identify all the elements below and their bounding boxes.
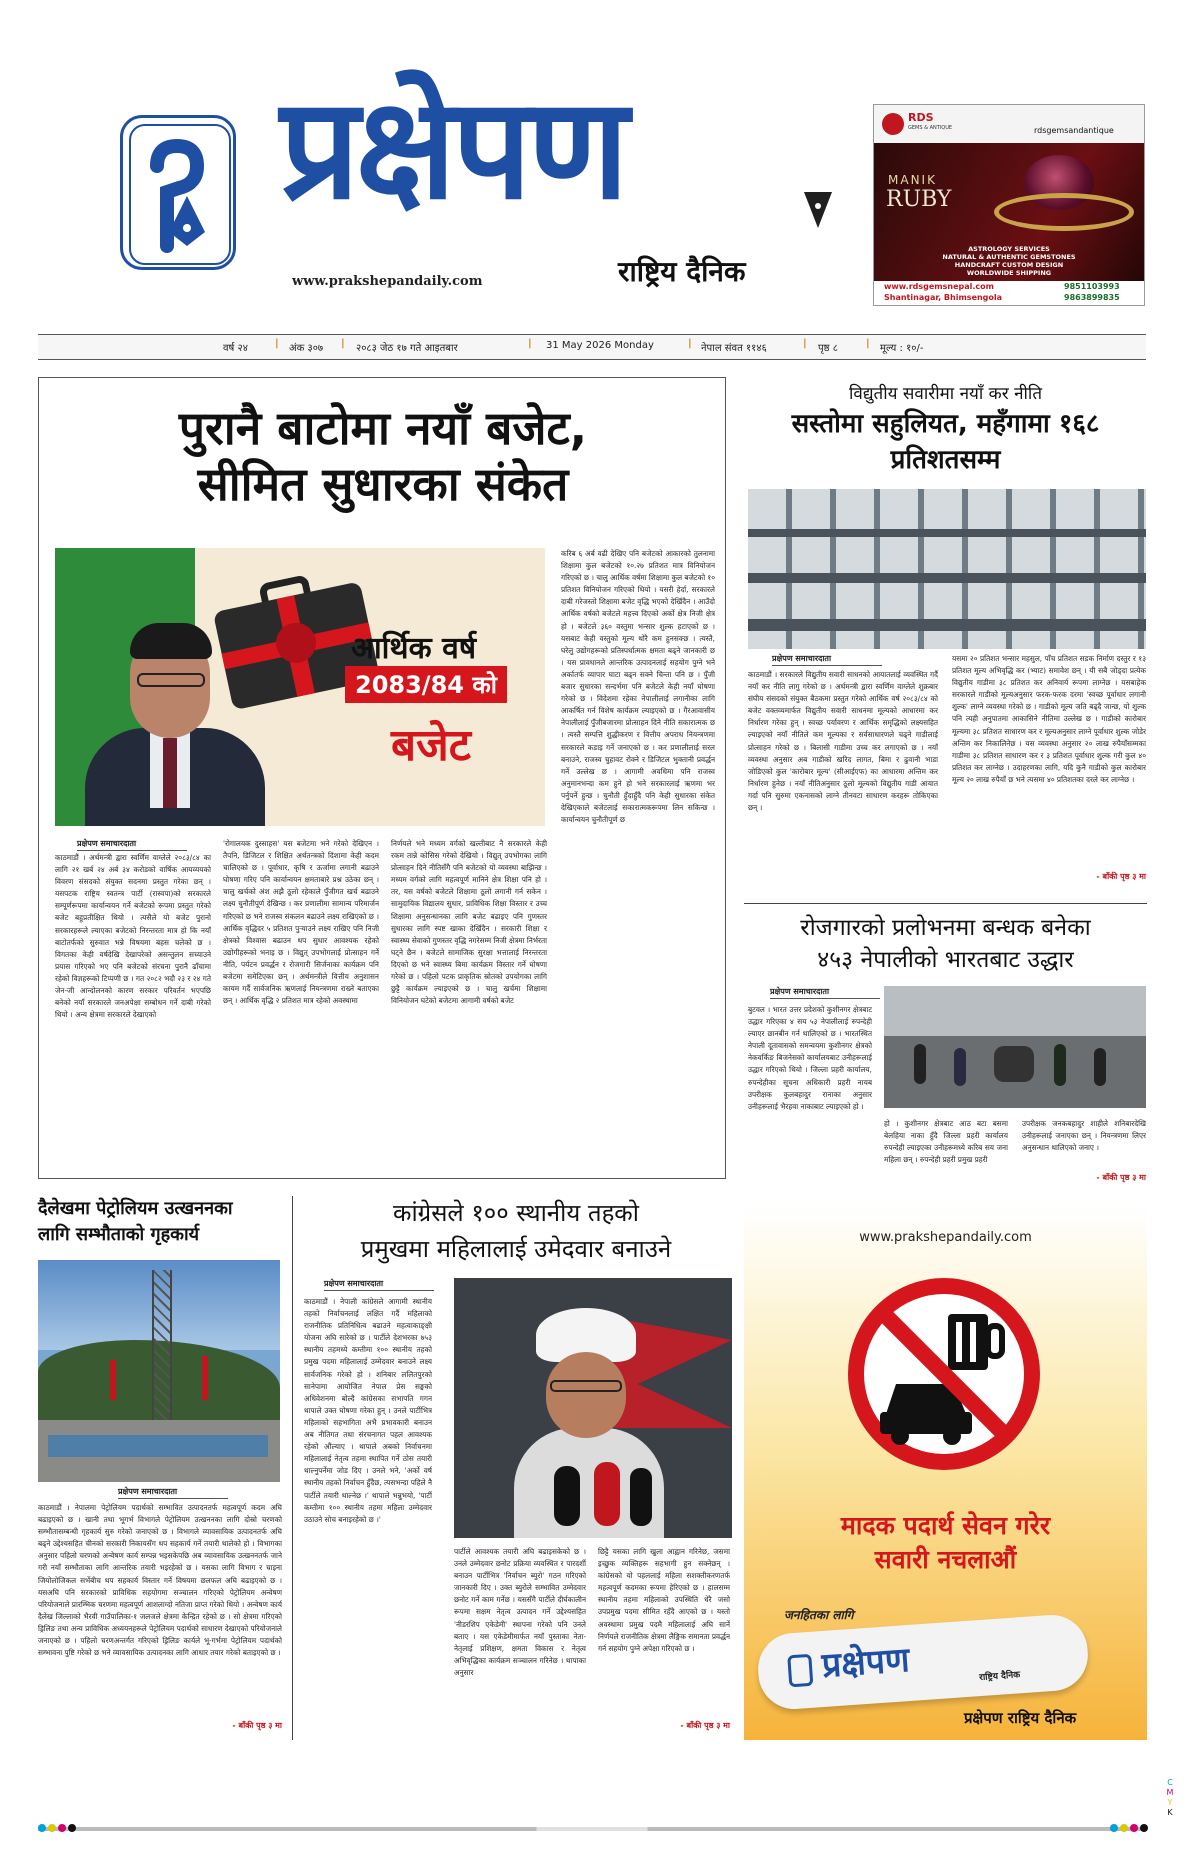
ev-headline-line2: प्रतिशतसम्म	[890, 445, 1001, 475]
registration-dots-right	[1110, 1824, 1150, 1834]
petroleum-body: काठमाडौं । नेपालमा पेट्रोलियम पदार्थको सम्भावित उत्पादनतर्फ महत्वपूर्ण कदम अघि बढाइएको छ । खानी तथा भूगर्भ विभागले पेट्रोलियम उत्खननका लागि दोस्रो चरणको सम्भौतासम्बन्धी गृहकार्य सुरु गरेको जनाएको छ । विभागले व्यावसायिक उत्पादनतर्फ अघि बढ्ने उद्देश्यसहित चीनको सरकारी निकायसँग थप सहकार्य गर्ने तयारी थालेको हो । विभागका अनुसार पहिलो चरणको अन्वेषण कार्य सम्पन्न भइसकेपछि अब व्यावसायिक उत्खननतर्फ जाने गरी नयाँ सम्भौताका लागि आन्तरिक तयारी भइरहेको छ । यसका लागि विभाग र चाइना जियोलोजिकल सर्भेबीच थप सहकार्य विस्तार गर्ने विषयमा छलफल अघि बढाइएको छ । यसअघि पनि सरकारको प्राविधिक सहयोगमा सञ्चालन गरिएको पेट्रोलियम अन्वेषण परियोजनाले प्रारम्भिक चरणमा महत्वपूर्ण आशलाग्दो नतिजा प्राप्त गरेको थियो । अन्वेषण कार्य दैलेख जिल्लाको भैरवी गाउँपालिका-१ जलजले क्षेत्रमा केन्द्रित रहेको छ । सो क्षेत्रमा गरिएको ड्रिलिङ तथा अन्य प्राविधिक अध्ययनहरूले पेट्रोलियम पदार्थको साधारण देखाएको परियोजनाले जनाएको छ । पहिलो चरणअन्तर्गत गरिएको ड्रिलिङ कार्यले भू-गर्भमा पेट्रोलियम पदार्थको सम्भावना पुष्टि गरेको छ भने व्यावसायिक उत्पादनका लागि आधार तयार गरेको बताइएको छ ।	[38, 1503, 282, 1658]
dateline-price: मूल्य : १०/-	[880, 343, 924, 354]
rescue-headline-line2: ४५३ नेपालीको भारतबाट उद्धार	[817, 947, 1074, 973]
psa-tagline: जनहितका लागि	[784, 1608, 854, 1622]
budget-graphic-line2: 2083/84 को	[345, 666, 507, 703]
ad-brand: RDS	[908, 111, 934, 124]
psa-message-line1: मादक पदार्थ सेवन गरेर	[840, 1511, 1051, 1540]
no-drink-drive-icon	[844, 1274, 1044, 1474]
rescue-story	[744, 906, 1147, 1190]
website-url[interactable]: www.prakshepandaily.com	[292, 274, 483, 289]
dateline-bar: वर्ष २४ | अंक ३०७ | २०८३ जेठ १७ गते आइतबार | 31 May 2026 Monday | नेपाल संवत ११४६ | पृष्ठ ८ | मूल्य : १०/-	[38, 334, 1146, 360]
ad-social: rdsgemsandantique	[1034, 126, 1114, 135]
ev-col2: यसमा २० प्रतिशत भन्सार महसुल, पाँच प्रतिशत सडक निर्माण दस्तुर र १३ प्रतिशत मूल्य अभिवृद्धि कर (भ्याट) समावेश छन् । यी सबै जोड्दा प्रत्येक विद्युतीय गाडीमा ३८ प्रतिशत कर अनिवार्य रूपमा लाग्नेछ । यसबाहेक सरकारले गाडीको मूल्यअनुसार फरक-फरक दरमा 'स्वच्छ पूर्वाधार लगानी शुल्क' लाग्ने व्यवस्था गरेको छ । गाडीको मूल्य जति बढ्दै जान्छ, यो शुल्क पनि त्यही अनुपातमा आकासिने नीतिमा उल्लेख छ । गाडीको कारोबार मूल्यमा ३८ प्रतिशत साधारण कर र मूल्यअनुसार लाग्ने पूर्वाधार शुल्क जोडेर अन्तिम कर निकालिनेछ । यस व्यवस्था अनुसार २० लाख रुपैयाँसम्मका गाडीमा ३८ प्रतिशत साधारण कर र ३ प्रतिशत पूर्वाधार शुल्क गरी कुल ४० प्रतिशत कर लाग्नेछ । उदाहरणका लागि, यदि कुनै गाडीको कुल कारोबार मूल्य २० लाख रुपैयाँ छ भने त्यसमा ४० प्रतिशतका दरले कर लाग्नेछ ।	[952, 654, 1146, 784]
psa-website: www.prakshepandaily.com	[859, 1230, 1032, 1245]
ev-cars-photo	[748, 489, 1146, 649]
congress-headline-line1: कांग्रेसले १०० स्थानीय तहको	[393, 1199, 639, 1227]
ad-brand-logo	[882, 113, 904, 135]
psa-ad[interactable]	[744, 1206, 1147, 1740]
lead-byline: प्रक्षेपण समाचारदाता	[77, 838, 187, 851]
lead-headline-line2: सीमित सुधारका संकेत	[197, 457, 569, 511]
ad-phone1: 9851103993	[1064, 282, 1120, 291]
ad-services: ASTROLOGY SERVICES NATURAL & AUTHENTIC GEMSTONES HANDCRAFT CUSTOM DESIGN WORLDWIDE SHIPPING	[942, 245, 1076, 277]
logo-icon	[120, 115, 236, 270]
rescue-continued[interactable]: - बाँकी पृष्ठ ३ मा	[1096, 1173, 1146, 1182]
gemstone-ad[interactable]	[873, 104, 1145, 306]
dateline-page: पृष्ठ ८	[818, 343, 838, 354]
ad-brand-sub: GEMS & ANTIQUE	[908, 125, 953, 131]
psa-paper-sub: राष्ट्रिय दैनिक	[978, 1670, 1021, 1684]
ev-byline: प्रक्षेपण समाचारदाता	[772, 653, 882, 666]
rescue-byline: प्रक्षेपण समाचारदाता	[770, 986, 880, 999]
registration-dots-left	[38, 1824, 78, 1834]
rescue-col3: उपरीक्षक जनकबहादुर शाहीले शनिबारदेखि उनीहरूलाई जनाएका छन् । नियन्त्रणमा लिएर अनुसन्धान थालिएको जनाए ।	[1022, 1119, 1146, 1153]
lead-col2: 'रोगालयक दुस्साहस' यस बजेटमा भने गरेको देखिएन । तैपनि, डिजिटल र शिक्षित अर्थतन्त्रको दिशामा केही कदम चालिएको छ । पूर्वाधार, कृषि र ऊर्जामा लगानी बढाउने घोषणा गरिए पनि कार्यान्वयन क्षमताबारे प्रश्न उठेका छन् । चालु खर्चको अंश अझै ठूलो रहेकाले पुँजीगत खर्च बढाउने लक्ष्य चुनौतीपूर्ण देखिन्छ । कर प्रणालीमा सामान्य परिमार्जन गरिएको छ भने राजस्व संकलन बढाउने लक्ष्य राखिएको छ । आर्थिक वृद्धिदर ५ प्रतिशत पुर्‍याउने लक्ष्य राखिए पनि निजी क्षेत्रको विश्वास बढाउन थप सुधार आवश्यक रहेको उद्योगीहरूको भनाइ छ । विद्युत् उपभोगलाई प्रोत्साहन गर्ने नीति, पर्यटन प्रवर्द्धन र रोजगारी सिर्जनाका कार्यक्रम पनि बजेटमा समेटिएका छन् । अर्थमन्त्रीले वित्तीय अनुशासन कायम गर्दै सार्वजनिक ऋणलाई नियन्त्रणमा राख्ने बताएका छन् । आर्थिक वृद्धि २ प्रतिशत मात्र रहेको अवस्थामा	[223, 839, 379, 1006]
rescue-col2: हो । कुशीनगर क्षेत्रबाट आठ बटा बसमा बेलहिया नाका हुँदै जिल्ला प्रहरी कार्यालय रुपन्देही ल्याइएका उनीहरूमध्ये करिब सय जना महिला छन् । रुपन्देही प्रहरी प्रमुख प्रहरी	[884, 1119, 1008, 1165]
congress-col1: काठमाडौं । नेपाली कांग्रेसले आगामी स्थानीय तहको निर्वाचनलाई लक्षित गर्दै महिलाको राजनीतिक प्रतिनिधित्व बढाउने महत्वाकाङ्क्षी योजना अघि सारेको छ । पार्टीले देशभरका ७५३ स्थानीय तहमध्ये कम्तीमा १०० स्थानीय तहको प्रमुख पदमा महिलालाई उम्मेदवार बनाउने लक्ष्य सार्वजनिक गरेको हो । शनिबार ललितपुरको सानेपामा आयोजित नेपाल प्रेस सङ्घको अधिवेशनमा बोल्दै कांग्रेसका सभापति गगन थापाले उक्त घोषणा गरेका हुन् । उनले पार्टीभित्र महिलाको सहभागिता अभै प्रभावकारी बनाउन अब नीतिगत तथा संरचनागत पहल आवश्यक रहेको औंल्याए । थापाले अबको निर्वाचनमा महिलालाई नेतृत्व तहमा स्थापित गर्ने ठोस तयारी थाल्नुपर्नेमा जोड दिए । उनले भने, 'अर्को वर्ष स्थानीय तहको निर्वाचन हुँदैछ, त्यसभन्दा पहिले नै पार्टीले तयारी थाल्नेछ ।' थापाले भन्नुभयो, 'पार्टी कम्तीमा १०० स्थानीय तहमा महिला उम्मेदवार उठाउने सोच बनाइरहेको छ ।'	[304, 1297, 432, 1524]
petroleum-byline: प्रक्षेपण समाचारदाता	[118, 1486, 228, 1499]
registration-bar	[38, 1827, 1146, 1831]
ad-product-line1: MANIK	[888, 173, 937, 187]
congress-story	[300, 1196, 732, 1736]
psa-footer: प्रक्षेपण राष्ट्रिय दैनिक	[964, 1709, 1077, 1727]
petroleum-continued[interactable]: - बाँकी पृष्ठ ३ मा	[232, 1721, 282, 1730]
rescue-headline-line1: रोजगारको प्रलोभनमा बन्धक बनेका	[800, 915, 1091, 941]
ad-address: Shantinagar, Bhimsengola	[884, 293, 1003, 302]
petroleum-headline-line2: लागि सम्भौताको गृहकार्य	[38, 1224, 200, 1245]
budget-graphic-line3: बजेट	[391, 720, 471, 771]
lead-col1: काठमाडौं । अर्थमन्त्री द्वारा स्वर्णिम वाग्लेले २०८३/८४ का लागि २१ खर्ब २४ अर्ब ३४ करोडको वार्षिक आयव्ययको विवरण संसदको संयुक्त सदनमा प्रस्तुत गरेका छन् । यसपटक राष्ट्रिय स्वतन्त्र पार्टी (रास्वपा)को सरकारले सम्पूर्णरूपमा कार्यान्वयन गर्ने बजेटको रूपमा प्रस्तुत गरेको बजेट बहुप्रतीक्षित थियो । त्यसैले यो बजेट पुरानो सरकारहरूले ल्याएका बजेटको निरन्तरता मात्र हो कि नयाँ बाटोतर्फको सुरुवात भन्ने विषयमा बहस चलेको छ । विगतका केही वर्षदेखि देखापरेको असन्तुलन सच्याउने प्रयास गरिएको भए पनि बजेटको संरचना पुरानै ढाँचामा रहेको विज्ञहरूको टिप्पणी छ । गत २०८२ भदौ २३ र २४ गते जेन-जी आन्दोलनको कारण सरकार परिवर्तन भएपछि बनेको नयाँ सरकारले जनअपेक्षा सम्बोधन गर्ने दाबी गरेको थियो । अन्य क्षेत्रमा सरकारले देखाएको	[55, 853, 211, 1020]
lead-col3: निर्णयले भने मध्यम वर्गको खल्तीबाट नै सरकारले केही रकम तान्ने कोसिस गरेको देखियो । विद्युत् उपभोगका लागि प्रोत्साहन दिने नीतिसँगै पनि बजेटको यो व्यवस्था बाझिन्छ । मध्यम वर्गको लागि महत्वपूर्ण मानिने क्षेत्र शिक्षा पनि हो । तर, यस वर्षको बजेटले शिक्षामा ठूलो लगानी गर्न सकेन । सामुदायिक विद्यालय सुधार, प्राविधिक शिक्षा विस्तार र उच्च शिक्षामा अनुसन्धानका लागि बजेट बढाइए पनि गुणस्तर सुधारका लागि स्पष्ट खाका देखिँदैन । सरकारी शिक्षा र स्वास्थ्य सेवाको गुणस्तर वृद्धि नगरेसम्म निजी क्षेत्रमा निर्भरता घट्ने छैन । बजेटले सामाजिक सुरक्षा भत्तालाई निरन्तरता दिएको छ भने स्वास्थ्य बिमा कार्यक्रम विस्तार गर्ने घोषणा गरेको छ । पहिलो पटक प्राकृतिक स्रोतको उपयोगका लागि छुट्टै कार्यक्रम ल्याइएको छ । चालु खर्चमा शिक्षामा विनियोजन घटेको बजेटमा आगामी वर्षको बजेट	[391, 839, 547, 1006]
ev-col1: काठमाडौं । सरकारले विद्युतीय सवारी साधनको आयातलाई व्यवस्थित गर्दै नयाँ कर नीति लागु गरेको छ । अर्थमन्त्री द्वारा स्वर्णिम वाग्लेले शुक्रबार संघीय संसदको संयुक्त बैठकमा प्रस्तुत गरेको आर्थिक वर्ष २०८३/८४ को बजेट वक्तव्यमार्फत विद्युतीय सवारी साधनमा मूल्यको आधारमा कर निर्धारण गरेका हुन् । स्वच्छ पर्यावरण र आर्थिक समृद्धिको लक्ष्यसहित ल्याइएको नयाँ नीतिले कम मूल्यका र सर्वसाधारणले चढ्ने गाडीलाई प्रोत्साहन गरेको छ । बिलासी गाडीमा उच्च कर लगाएको छ । नयाँ व्यवस्था अनुसार अब गाडीको खरिद लागत, बिमा र ढुवानी भाडा जोडिएको कुल 'कारोबार मूल्य' (सीआईएफ) का आधारमा अन्तिम कर निर्धारण हुनेछ । नयाँ नीतिअनुसार ठूलो मूल्यको विद्युतीय गाडी आयात गर्दा पनि सुरुमा एकनासको लाग्ने तीनवटा साधारण करहरू तोकिएका छन् ।	[748, 670, 938, 813]
drilling-rig-photo	[38, 1260, 280, 1482]
masthead	[0, 0, 1200, 320]
dateline-bs-date: २०८३ जेठ १७ गते आइतबार	[356, 343, 458, 354]
dateline-ad-date: 31 May 2026 Monday	[546, 340, 654, 351]
lead-story	[38, 377, 726, 1179]
rolled-newspaper-image	[756, 1613, 1090, 1712]
lead-col4: करिब ६ अर्ब वढी देखिए पनि बजेटको आकारको तुलनामा शिक्षामा कुल बजेटको १०.२७ प्रतिशत मात्र विनियोजन गरिएको छ । चालु आर्थिक वर्षमा शिक्षामा कुल बजेटको १० प्रतिशत विनियोजन गरिएको थियो । यसरी हेर्दा, सरकारले दाबी गरेजस्तो शिक्षामा बजेट वृद्धि भएको देखिँदैन । आउँदो आर्थिक वर्षको बजेटले महत्त्व दिएको अर्को क्षेत्र निजी क्षेत्र हो । बजेटले ३६० वस्तुमा भन्सार शुल्क हटाएको छ । यसबाट केही वस्तुको मूल्य थोरै कम हुनसक्छ । त्यस्तै, घरेलु उद्योगहरूको प्रतिस्पर्धात्मक क्षमता बढ्ने जानकारी छ । यस प्रावधानले आन्तरिक उत्पादनलाई सहयोग पुग्ने भने अर्कातर्फ व्यापार घाटा बढ्न सक्ने चिन्ता पनि छ । पुँजी बजार सुधारका सन्दर्भमा पनि बजेटले केही नयाँ घोषणा गरेको छ । विदेशमा रहेका नेपालीलाई लगानीका लागि आकर्षित गर्न विशेष कार्यक्रम ल्याइएको छ । गैरआवासीय नेपालीलाई पुँजीबजारमा प्रोत्साहन दिने नीति सकारात्मक छ । त्यस्तै सम्पत्ति शुद्धीकरण र वित्तीय अपराध नियन्त्रणमा सरकारले कडाइ गर्ने जनाएको छ । कर प्रणालीलाई सरल बनाउने, राजस्व चुहावट रोक्ने र डिजिटल भुक्तानी प्रवर्द्धन गर्ने उल्लेख छ । आगामी अवधिमा पनि राजस्व अनुमानभन्दा कम हुने हो भने सरकारलाई ऋणमा भर पर्नुपर्ने हुन्छ । चुनौती हुँदाहुँदै पनि केही सुधारका संकेत देखिएकाले बजेटलाई सकारात्मकरूपमा लिन सकिन्छ । कार्यान्वयन चुनौतीपूर्ण छ	[561, 549, 715, 825]
congress-headline-line2: प्रमुखमा महिलालाई उमेदवार बनाउने	[360, 1235, 672, 1263]
petroleum-headline-line1: दैलेखमा पेट्रोलियम उत्खननका	[38, 1198, 233, 1219]
dateline-issue: अंक ३०७	[289, 343, 324, 354]
dateline-year: वर्ष २४	[223, 343, 248, 354]
congress-continued[interactable]: - बाँकी पृष्ठ ३ मा	[680, 1721, 730, 1730]
pen-nib-icon	[800, 190, 836, 230]
ad-web: www.rdsgemsnepal.com	[884, 282, 994, 291]
ev-headline-line1: सस्तोमा सहुलियत, महँगामा १६८	[791, 409, 1100, 439]
ev-story	[744, 377, 1147, 903]
masthead-subtitle: राष्ट्रिय दैनिक	[618, 255, 746, 288]
congress-byline: प्रक्षेपण समाचारदाता	[324, 1278, 434, 1291]
ad-phone2: 9863899835	[1064, 293, 1120, 302]
cmyk-marks: C M Y K	[1166, 1778, 1174, 1817]
lead-headline-line1: पुरानै बाटोमा नयाँ बजेट,	[178, 401, 588, 455]
ev-kicker: विद्युतीय सवारीमा नयाँ कर नीति	[848, 384, 1043, 404]
dateline-nepal-sambat: नेपाल संवत ११४६	[701, 343, 767, 354]
rescued-people-photo	[884, 986, 1146, 1108]
psa-message-line2: सवारी नचलाऔं	[874, 1545, 1017, 1574]
budget-graphic-line1: आर्थिक वर्ष	[351, 631, 477, 666]
congress-col2: पार्टीले आवश्यक तयारी अघि बढाइसकेको छ । उनले उम्मेदवार छनोट प्रक्रिया व्यवस्थित र पारदर्शी बनाउन पार्टीभित्र 'निर्वाचन ब्युरो' गठन गरिएको जानकारी दिए । उक्त ब्युरोले सम्भावित उम्मेदवार छनोट गर्ने काम गर्नेछ । यससँगै पार्टीले दीर्घकालीन रूपमा सक्षम नेतृत्व उत्पादन गर्ने उद्देश्यसहित 'नीडरशिप एकेडेमी' स्थापना गरेको पनि उनले बताए । यस एकेडेमीमार्फत नयाँ पुस्ताका नेता-नेतृलाई प्रशिक्षण, क्षमता विकास र नेतृत्व अभिवृद्धिका कार्यक्रम सञ्चालन गरिनेछ । थापाका अनुसार	[454, 1547, 586, 1677]
psa-paper-title: प्रक्षेपण	[820, 1639, 911, 1687]
ev-continued[interactable]: - बाँकी पृष्ठ ३ मा	[1096, 872, 1146, 881]
masthead-title: प्रक्षेपण	[280, 68, 625, 231]
petroleum-story	[38, 1196, 286, 1736]
budget-graphic	[55, 548, 545, 826]
ad-product-line2: RUBY	[886, 187, 952, 212]
gagan-thapa-photo	[454, 1278, 732, 1538]
congress-col3: छिट्टै यसका लागि खुला आह्वान गरिनेछ, जसमा इच्छुक व्यक्तिहरू सहभागी हुन सक्नेछन् । कांग्रेसको यो पहललाई महिला सशक्तीकरणतर्फ महत्वपूर्ण कदमका रूपमा हेरिएको छ । हालसम्म स्थानीय तहमा महिलाको उपस्थिति धेरै जसो उपप्रमुख पदमा सीमित रहँदै आएको छ । यस्तो अवस्थामा प्रमुख पदमै महिलालाई अघि सार्ने निर्णयले राजनीतिक क्षेत्रमा लैङ्गिक समानता प्रवर्द्धन गर्न सहयोग पुग्ने अपेक्षा गरिएको छ ।	[598, 1547, 730, 1653]
rescue-col1: बुटवल । भारत उत्तर प्रदेशको कुशीनगर क्षेत्रबाट उद्धार गरिएका ४ सय ५३ नेपालीलाई रुपन्देही ल्याएर छानबीन गर्न थालिएको छ । भारतस्थित नेपाली दूतावासको समन्वयमा कुशीनगर क्षेत्रको नेकवर्किङ बिजनेसको कार्यालयबाट उनीहरूलाई उद्धार गरिएको थियो । जिल्ला प्रहरी कार्यालय, रुपन्देहीका सूचना अधिकारी प्रहरी नायब उपरीक्षक कुलबहादुर रानाका अनुसार उनीहरूलाई भैरहवा नाकाबाट ल्याइएको हो ।	[748, 1005, 872, 1111]
